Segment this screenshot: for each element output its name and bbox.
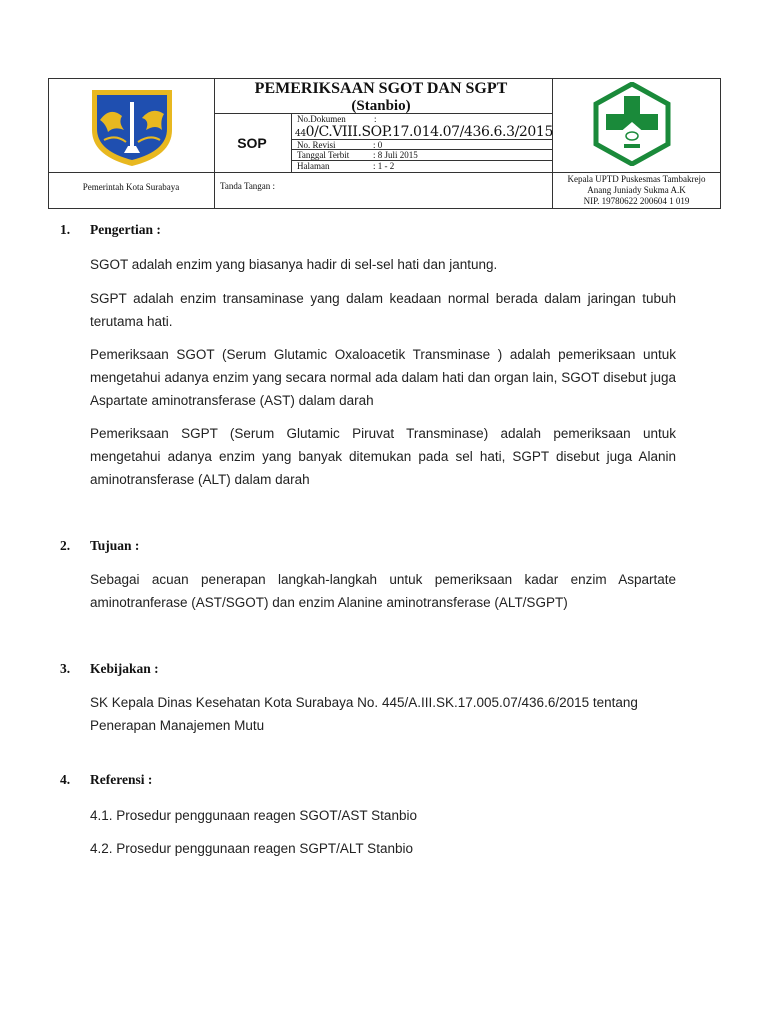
terbit-value: : 8 Juli 2015 <box>373 150 418 160</box>
revisi-label: No. Revisi <box>297 140 336 150</box>
section-heading: 4. Referensi : <box>60 772 153 787</box>
paragraph: SK Kepala Dinas Kesehatan Kota Surabaya No. 445/A.III.SK.17.005.07/436.6/2015 tentang Penerapan Manajemen Mutu <box>90 695 638 733</box>
head-title: Kepala UPTD Puskesmas Tambakrejo <box>567 174 706 184</box>
reference-item: 4.1. Prosedur penggunaan reagen SGOT/AST Stanbio <box>90 808 417 823</box>
sop-header-table <box>48 78 721 209</box>
surabaya-crest-logo <box>86 86 178 168</box>
organization-name: Pemerintah Kota Surabaya <box>82 182 180 192</box>
reference-item: 4.2. Prosedur penggunaan reagen SGPT/ALT Stanbio <box>90 841 413 856</box>
head-nip: NIP. 19780622 200604 1 019 <box>583 196 690 206</box>
section-heading: 3. Kebijakan : <box>60 661 159 676</box>
revisi-value: : 0 <box>373 140 383 150</box>
paragraph: Sebagai acuan penerapan langkah-langkah untuk pemeriksaan kadar enzim Aspartate aminotranferase (AST/SGOT) dan enzim Alanine aminotransferase (ALT/SGPT) <box>90 572 676 610</box>
paragraph: Pemeriksaan SGPT (Serum Glutamic Piruvat Transminase) adalah pemeriksaan untuk mengetahui adanya enzim yang banyak ditemukan pada sel hati, SGPT disebut juga Alanin aminotransferase (ALT) dalam darah <box>90 426 676 487</box>
paragraph: SGOT adalah enzim yang biasanya hadir di sel-sel hati dan jantung. <box>90 257 498 272</box>
section-heading: 2. Tujuan : <box>60 538 140 553</box>
doc-no-label: No.Dokumen <box>297 114 346 124</box>
doc-no-value: 440/C.VIII.SOP.17.014.07/436.6.3/2015 <box>295 124 553 140</box>
halaman-value: : 1 - 2 <box>373 161 395 171</box>
puskesmas-logo <box>590 82 674 166</box>
document-title: PEMERIKSAAN SGOT DAN SGPT <box>254 80 508 97</box>
head-info <box>552 174 721 207</box>
halaman-label: Halaman <box>297 161 330 171</box>
paragraph: SGPT adalah enzim transaminase yang dalam keadaan normal berada dalam jaringan tubuh terutama hati. <box>90 291 676 329</box>
section-heading: 1. Pengertian : <box>60 222 161 237</box>
signature-label: Tanda Tangan : <box>220 181 276 191</box>
sop-label: SOP <box>237 135 267 151</box>
document-subtitle: (Stanbio) <box>351 98 411 114</box>
paragraph: Pemeriksaan SGOT (Serum Glutamic Oxaloacetik Transminase ) adalah pemeriksaan untuk mengetahui adanya enzim yang secara normal ada dalam hati dan organ lain, SGOT disebut juga Aspartate aminotransferase (AST) dalam darah <box>90 347 676 408</box>
head-name: Anang Juniady Sukma A.K <box>587 185 686 195</box>
terbit-label: Tanggal Terbit <box>297 150 350 160</box>
doc-no-colon: : <box>374 114 377 124</box>
